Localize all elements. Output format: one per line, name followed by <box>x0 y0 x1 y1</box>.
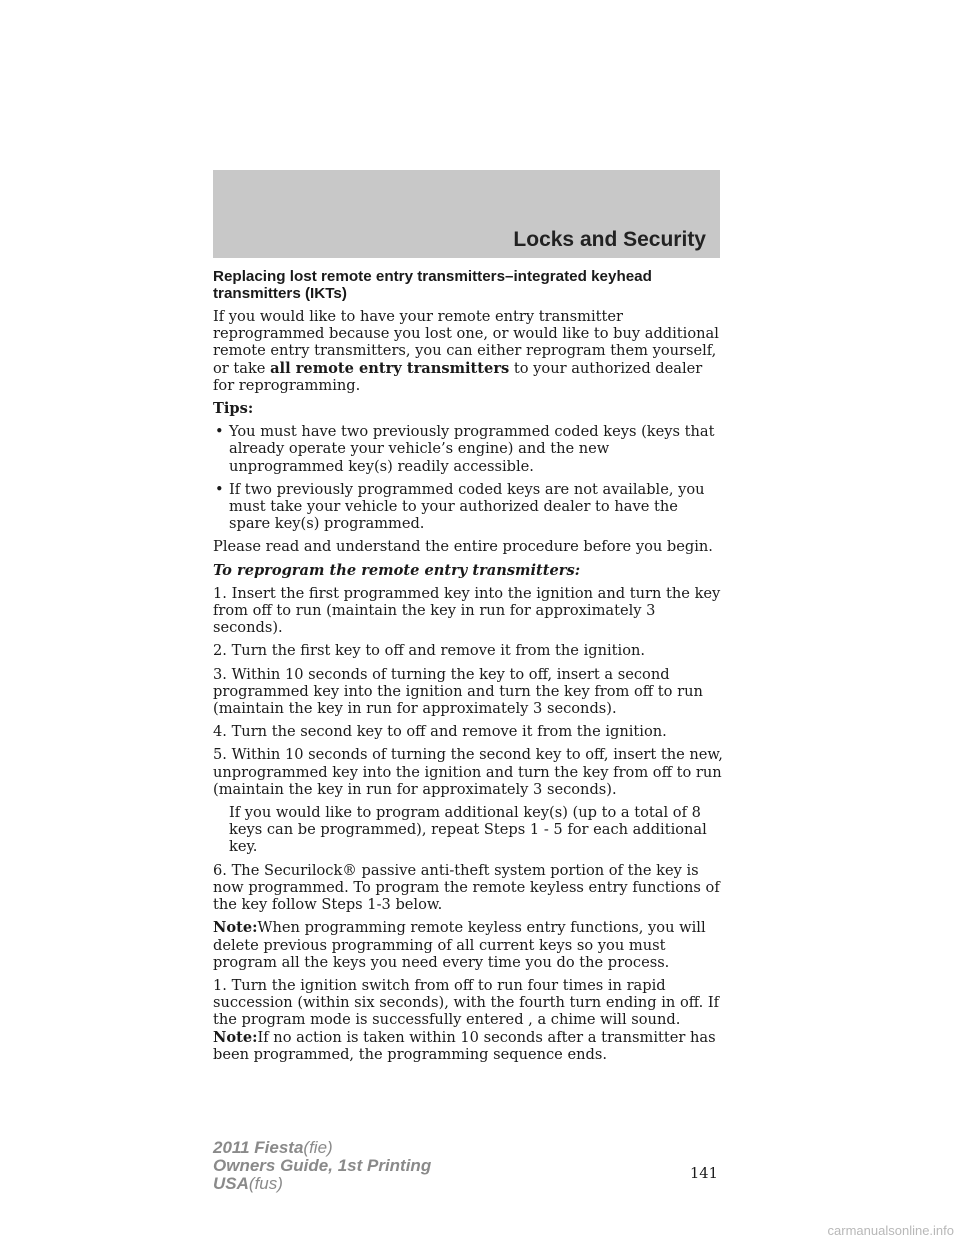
note-paragraph <box>213 919 723 971</box>
note-paragraph <box>213 1029 723 1063</box>
procedure-step-6: 6. The Securilock® passive anti-theft system portion of the key is now programmed. To program the remote keyless entry functions of the key follow Steps 1-3 below. <box>213 861 720 914</box>
note-text: If no action is taken within 10 seconds after a transmitter has been programmed, the programming sequence ends. <box>213 1028 716 1063</box>
procedure-step: 1. Insert the first programmed key into the ignition and turn the key from off to run (maintain the key in run for approximately 3 seconds). <box>213 584 721 637</box>
section-header-band <box>213 170 720 258</box>
footer-print-info <box>213 1139 431 1193</box>
footer-model-code: (fie) <box>303 1138 333 1157</box>
procedure-step: 3. Within 10 seconds of turning the key to off, insert a second programmed key into the ignition and turn the key from off to run (maintain the key in run for approximately 3 seconds). <box>213 665 703 718</box>
additional-keys-note: If you would like to program additional key(s) (up to a total of 8 keys can be programmed), repeat Steps 1 - 5 for each additional key. <box>229 804 707 856</box>
footer-market: USA <box>213 1174 249 1193</box>
tips-label: Tips: <box>213 400 254 418</box>
watermark: carmanualsonline.info <box>827 1223 954 1238</box>
page-content <box>213 268 723 1069</box>
heading-line-2: transmitters (IKTs) <box>213 285 347 302</box>
page-number: 141 <box>690 1165 718 1182</box>
bullet-icon: • <box>215 423 224 441</box>
heading-line-1: Replacing lost remote entry transmitters–integrated keyhead <box>213 268 652 285</box>
note-label: Note: <box>213 919 258 937</box>
note-text: When programming remote keyless entry functions, you will delete previous programming of all current keys so you must program all the keys you need every time you do the process. <box>213 919 706 971</box>
footer-line-3 <box>213 1175 431 1193</box>
footer-market-code: (fus) <box>248 1174 283 1193</box>
tip-text: If two previously programmed coded keys are not available, you must take your vehicle to your authorized dealer to have the spare key(s) programmed. <box>229 480 705 533</box>
tip-text: You must have two previously programmed coded keys (keys that already operate your vehicle’s engine) and the new unprogrammed key(s) readily accessible. <box>229 423 715 475</box>
intro-bold-text: all remote entry transmitters <box>270 359 510 377</box>
footer-model: 2011 Fiesta <box>213 1138 304 1157</box>
section-title: Locks and Security <box>513 228 706 251</box>
procedure-step: 5. Within 10 seconds of turning the second key to off, insert the new, unprogrammed key into the ignition and turn the key from off to run (maintain the key in run for approximately 3 seconds). <box>213 746 723 798</box>
tip-item <box>213 423 723 475</box>
section-heading <box>213 268 723 302</box>
procedure-title: To reprogram the remote entry transmitters: <box>213 561 581 579</box>
read-note: Please read and understand the entire procedure before you begin. <box>213 538 713 556</box>
footer-line-2: Owners Guide, 1st Printing <box>213 1156 432 1175</box>
note-label: Note: <box>213 1028 258 1046</box>
footer-line-1 <box>213 1139 431 1157</box>
bullet-icon: • <box>215 480 224 498</box>
intro-paragraph <box>213 308 723 394</box>
intro-text-before: If you would like to have your remote entry transmitter reprogrammed because you lost one, or would like to buy additional remote entry transmitters, you can either reprogram them yourself, or take <box>213 308 719 377</box>
procedure-step: 2. Turn the first key to off and remove it from the ignition. <box>213 642 646 660</box>
intro-text-after: to your authorized dealer for reprogramming. <box>213 359 703 394</box>
procedure-step: 4. Turn the second key to off and remove it from the ignition. <box>213 723 667 741</box>
tip-item <box>213 481 723 533</box>
rke-step-1: 1. Turn the ignition switch from off to run four times in rapid succession (within six seconds), with the fourth turn ending in off. If the program mode is successfully entered , a chime will sound. <box>213 976 720 1029</box>
